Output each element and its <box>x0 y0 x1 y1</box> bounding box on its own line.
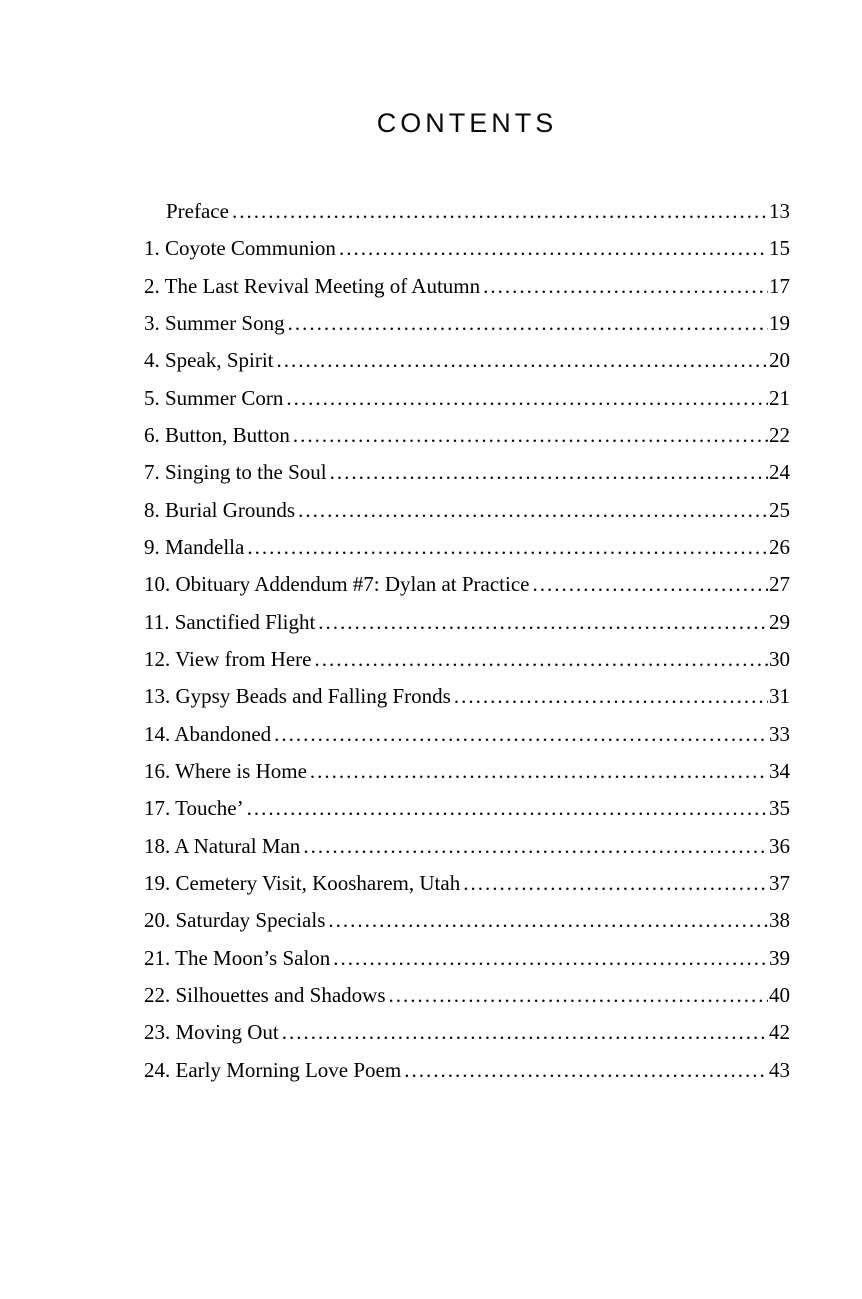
toc-entry-label: 6. Button, Button <box>144 422 290 447</box>
toc-entry-page: 19 <box>769 310 790 335</box>
toc-entry-page: 29 <box>769 609 790 634</box>
toc-entry-label: 10. Obituary Addendum #7: Dylan at Practice <box>144 572 530 597</box>
toc-entry-page: 34 <box>769 758 790 783</box>
toc-entry-label: 22. Silhouettes and Shadows <box>144 982 386 1007</box>
toc-row <box>144 342 790 379</box>
toc-entry-label: 3. Summer Song <box>144 310 285 335</box>
toc-entry-label: 19. Cemetery Visit, Koosharem, Utah <box>144 870 461 895</box>
toc-row <box>144 828 790 865</box>
toc-entry-label: 4. Speak, Spirit <box>144 348 274 373</box>
toc-entry-page: 31 <box>769 684 790 709</box>
toc-leader-dots <box>533 566 769 603</box>
toc-entry-page: 20 <box>769 348 790 373</box>
toc-row <box>144 1014 790 1051</box>
toc-leader-dots <box>314 641 768 678</box>
toc-row <box>144 417 790 454</box>
toc-entry-label: 17. Touche’ <box>144 796 244 821</box>
toc-entry-label: Preface <box>166 199 229 223</box>
toc-list <box>144 193 790 1089</box>
toc-entry-page: 38 <box>769 908 790 933</box>
toc-entry-label: 20. Saturday Specials <box>144 908 326 933</box>
toc-entry-label: 14. Abandoned <box>144 721 272 746</box>
toc-entry-page: 15 <box>769 236 790 261</box>
toc-entry-page: 43 <box>769 1057 790 1082</box>
toc-entry-page: 22 <box>769 422 790 447</box>
toc-leader-dots <box>463 865 768 902</box>
toc-leader-dots <box>286 380 768 417</box>
toc-leader-dots <box>404 1052 768 1089</box>
toc-row <box>144 268 790 305</box>
toc-leader-dots <box>310 753 768 790</box>
toc-entry-label: 5. Summer Corn <box>144 385 284 410</box>
toc-leader-dots <box>330 454 768 491</box>
toc-entry-page: 35 <box>769 796 790 821</box>
toc-row <box>144 865 790 902</box>
toc-entry-label: 2. The Last Revival Meeting of Autumn <box>144 273 481 298</box>
toc-entry-page: 33 <box>769 721 790 746</box>
toc-leader-dots <box>282 1014 768 1051</box>
toc-row <box>144 902 790 939</box>
toc-row <box>144 230 790 267</box>
toc-leader-dots <box>339 230 768 267</box>
toc-row <box>144 678 790 715</box>
toc-entry-page: 21 <box>769 385 790 410</box>
toc-entry-page: 36 <box>769 833 790 858</box>
toc-leader-dots <box>328 902 768 939</box>
toc-leader-dots <box>454 678 768 715</box>
toc-leader-dots <box>277 342 769 379</box>
toc-entry-page: 39 <box>769 945 790 970</box>
toc-leader-dots <box>288 305 768 342</box>
toc-row <box>144 193 790 230</box>
toc-leader-dots <box>389 977 769 1014</box>
toc-row <box>144 790 790 827</box>
toc-leader-dots <box>483 268 768 305</box>
toc-leader-dots <box>333 940 768 977</box>
toc-entry-page: 37 <box>769 870 790 895</box>
toc-entry-label: 21. The Moon’s Salon <box>144 945 331 970</box>
toc-leader-dots <box>247 790 768 827</box>
toc-row <box>144 566 790 603</box>
toc-entry-label: 24. Early Morning Love Poem <box>144 1057 402 1082</box>
toc-row <box>144 1052 790 1089</box>
toc-entry-label: 9. Mandella <box>144 534 245 559</box>
toc-entry-label: 23. Moving Out <box>144 1020 279 1045</box>
toc-entry-page: 30 <box>769 646 790 671</box>
toc-leader-dots <box>298 492 768 529</box>
toc-row <box>144 380 790 417</box>
toc-row <box>144 977 790 1014</box>
toc-leader-dots <box>318 604 768 641</box>
toc-entry-label: 1. Coyote Communion <box>144 236 336 261</box>
toc-entry-page: 26 <box>769 534 790 559</box>
toc-entry-label: 8. Burial Grounds <box>144 497 296 522</box>
toc-leader-dots <box>303 828 768 865</box>
toc-leader-dots <box>247 529 768 566</box>
toc-entry-page: 25 <box>769 497 790 522</box>
toc-entry-page: 42 <box>769 1020 790 1045</box>
toc-entry-label: 13. Gypsy Beads and Falling Fronds <box>144 684 451 709</box>
toc-leader-dots <box>293 417 768 454</box>
toc-entry-page: 40 <box>769 982 790 1007</box>
toc-row <box>144 492 790 529</box>
toc-entry-label: 12. View from Here <box>144 646 312 671</box>
page-title: CONTENTS <box>376 108 558 138</box>
toc-leader-dots <box>232 193 768 230</box>
toc-entry-label: 7. Singing to the Soul <box>144 460 327 485</box>
toc-entry-page: 24 <box>769 460 790 485</box>
toc-entry-label: 16. Where is Home <box>144 758 307 783</box>
toc-row <box>144 604 790 641</box>
toc-row <box>144 454 790 491</box>
toc-entry-page: 27 <box>769 572 790 597</box>
toc-entry-page: 13 <box>769 199 790 223</box>
toc-row <box>144 529 790 566</box>
toc-row <box>144 940 790 977</box>
toc-row <box>144 305 790 342</box>
toc-entry-page: 17 <box>769 273 790 298</box>
toc-leader-dots <box>274 716 768 753</box>
toc-row <box>144 716 790 753</box>
toc-entry-label: 11. Sanctified Flight <box>144 609 316 634</box>
toc-row <box>144 641 790 678</box>
toc-row <box>144 753 790 790</box>
toc-entry-label: 18. A Natural Man <box>144 833 301 858</box>
